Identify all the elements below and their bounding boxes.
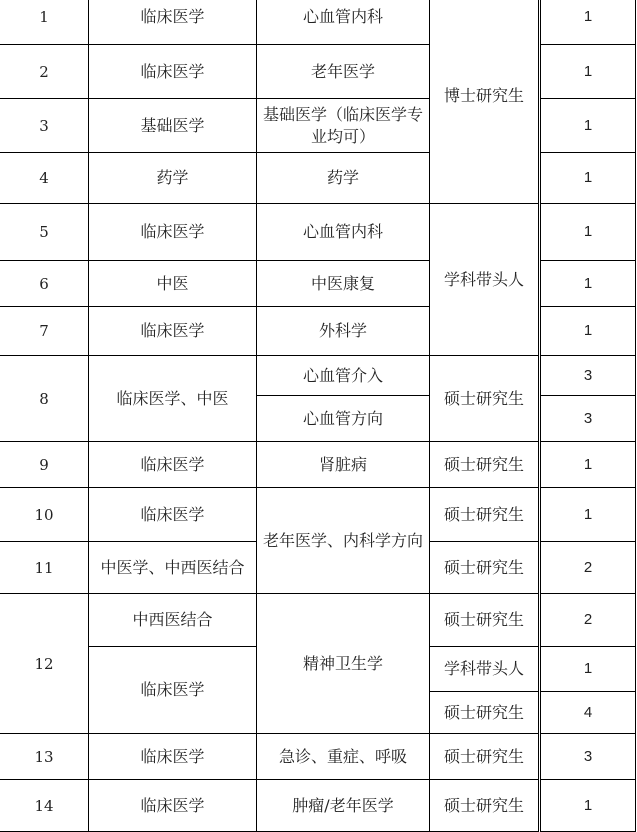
major-cell: 临床医学 [89,45,257,99]
table-row [0,153,636,204]
education-cell: 硕士研究生 [430,594,539,647]
major-cell: 临床医学 [89,307,257,356]
row-number: 7 [0,307,89,356]
table-row [0,356,636,396]
count-cell: 2 [541,542,636,594]
row-number: 3 [0,99,89,153]
major-cell: 临床医学、中医 [89,356,257,442]
education-cell: 学科带头人 [430,204,539,356]
count-cell: 1 [541,0,636,45]
education-cell: 硕士研究生 [430,542,539,594]
education-cell: 硕士研究生 [430,780,539,832]
count-cell: 2 [541,594,636,647]
table-row [0,99,636,153]
education-cell: 硕士研究生 [430,692,539,734]
count-cell: 1 [541,45,636,99]
table-row [0,45,636,99]
row-number: 9 [0,442,89,488]
major-cell: 中西医结合 [89,594,257,647]
table-row [0,594,636,647]
education-cell: 学科带头人 [430,647,539,692]
table-row [0,734,636,780]
row-number: 6 [0,261,89,307]
direction-cell: 肿瘤/老年医学 [257,780,430,832]
education-cell: 硕士研究生 [430,356,539,442]
row-number: 13 [0,734,89,780]
table-row [0,307,636,356]
count-cell: 1 [541,99,636,153]
count-cell: 3 [541,734,636,780]
row-number: 8 [0,356,89,442]
table-row [0,261,636,307]
major-cell: 临床医学 [89,734,257,780]
major-cell: 药学 [89,153,257,204]
count-cell: 1 [541,442,636,488]
direction-cell: 急诊、重症、呼吸 [257,734,430,780]
row-number: 10 [0,488,89,542]
direction-cell: 心血管方向 [257,396,430,442]
count-cell: 3 [541,356,636,396]
direction-cell: 肾脏病 [257,442,430,488]
row-number: 14 [0,780,89,832]
major-cell: 临床医学 [89,442,257,488]
major-cell: 基础医学 [89,99,257,153]
row-number: 5 [0,204,89,261]
direction-cell: 中医康复 [257,261,430,307]
direction-cell: 外科学 [257,307,430,356]
major-cell: 中医学、中西医结合 [89,542,257,594]
education-cell: 硕士研究生 [430,734,539,780]
count-cell: 1 [541,780,636,832]
table-row [0,442,636,488]
major-cell: 临床医学 [89,204,257,261]
row-number: 4 [0,153,89,204]
education-cell: 硕士研究生 [430,442,539,488]
direction-cell: 老年医学、内科学方向 [257,488,430,594]
education-cell: 硕士研究生 [430,488,539,542]
direction-cell: 基础医学（临床医学专业均可） [257,99,430,153]
major-cell: 中医 [89,261,257,307]
major-cell: 临床医学 [89,488,257,542]
direction-cell: 心血管内科 [257,204,430,261]
direction-cell: 精神卫生学 [257,594,430,734]
direction-cell: 老年医学 [257,45,430,99]
count-cell: 1 [541,204,636,261]
row-number: 11 [0,542,89,594]
row-number: 1 [0,0,89,45]
direction-cell: 心血管内科 [257,0,430,45]
row-number: 2 [0,45,89,99]
count-cell: 3 [541,396,636,442]
major-cell: 临床医学 [89,0,257,45]
table-row [0,0,636,45]
table-row [0,204,636,261]
education-cell: 博士研究生 [430,0,539,204]
table-row [0,780,636,832]
count-cell: 1 [541,647,636,692]
major-cell: 临床医学 [89,647,257,734]
direction-cell: 心血管介入 [257,356,430,396]
count-cell: 4 [541,692,636,734]
count-cell: 1 [541,488,636,542]
row-number: 12 [0,594,89,734]
count-cell: 1 [541,261,636,307]
major-cell: 临床医学 [89,780,257,832]
direction-cell: 药学 [257,153,430,204]
count-cell: 1 [541,307,636,356]
count-cell: 1 [541,153,636,204]
table-row [0,488,636,542]
